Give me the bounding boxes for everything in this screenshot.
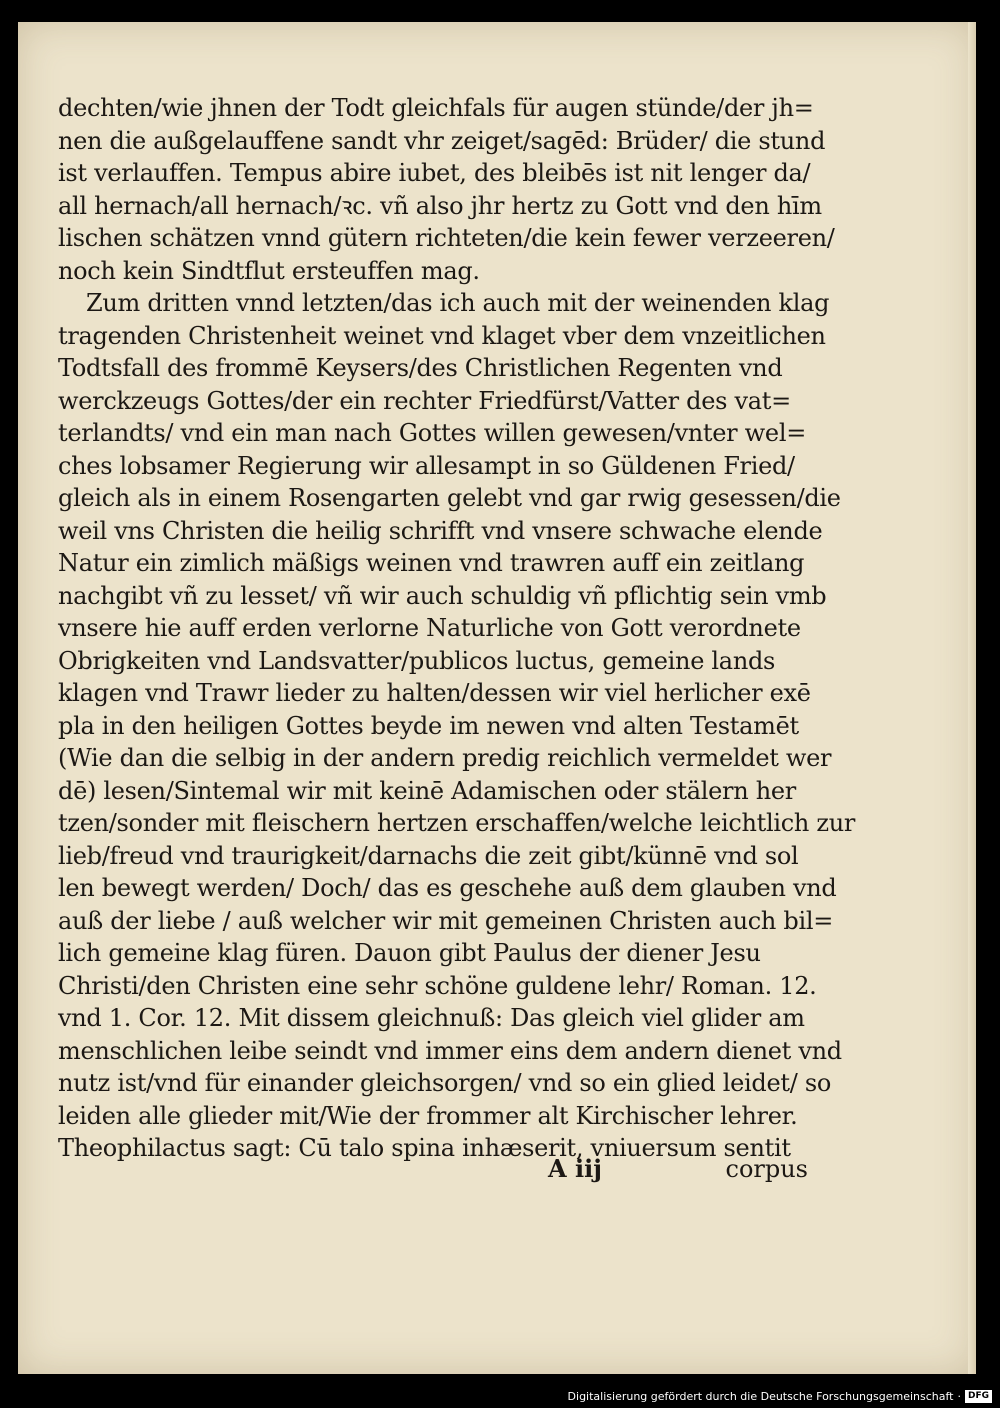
signature-mark: A iij	[548, 1154, 602, 1183]
text-block	[58, 92, 856, 1165]
text-line: dē) lesen/Sintemal wir mit keinē Adamischen oder stälern her	[58, 776, 796, 805]
text-line: Christi/den Christen eine sehr schöne guldene lehr/ Roman. 12.	[58, 971, 817, 1000]
catchword: corpus	[725, 1155, 808, 1183]
text-line: nachgibt vñ zu lesset/ vñ wir auch schuldig vñ pflichtig sein vmb	[58, 581, 827, 610]
text-line: ches lobsamer Regierung wir allesampt in so Güldenen Fried/	[58, 451, 795, 480]
text-line: Natur ein zimlich mäßigs weinen vnd trawren auff ein zeitlang	[58, 549, 805, 577]
text-line: len bewegt werden/ Doch/ das es geschehe auß dem glauben vnd	[58, 874, 837, 902]
text-line: pla in den heiligen Gottes beyde im newen vnd alten Testamēt	[58, 711, 799, 740]
text-line: dechten/wie jhnen der Todt gleichfals für augen stünde/der jh=	[58, 94, 814, 122]
text-line: (Wie dan die selbig in der andern predig reichlich vermeldet wer	[58, 744, 832, 772]
text-line: all hernach/all hernach/ꝛc. vñ also jhr hertz zu Gott vnd den hīm	[58, 191, 822, 220]
text-line: lieb/freud vnd traurigkeit/darnachs die zeit gibt/künnē vnd sol	[58, 841, 799, 870]
page-footer	[58, 1152, 808, 1186]
text-line: leiden alle glieder mit/Wie der frommer alt Kirchischer lehrer.	[58, 1101, 798, 1130]
page-edge	[968, 22, 976, 1374]
text-line: nutz ist/vnd für einander gleichsorgen/ vnd so ein glied leidet/ so	[58, 1069, 831, 1097]
text-line: klagen vnd Trawr lieder zu halten/dessen wir viel herlicher exē	[58, 679, 811, 707]
text-line: nen die außgelauffene sandt vhr zeiget/sagēd: Brüder/ die stund	[58, 126, 826, 155]
text-line: menschlichen leibe seindt vnd immer eins dem andern dienet vnd	[58, 1036, 842, 1065]
text-line: Obrigkeiten vnd Landsvatter/publicos luctus, gemeine lands	[58, 646, 776, 675]
text-line: terlandts/ vnd ein man nach Gottes willen gewesen/vnter wel=	[58, 419, 807, 447]
text-line: lischen schätzen vnnd gütern richteten/die kein fewer verzeeren/	[58, 224, 835, 252]
text-line: Zum dritten vnnd letzten/das ich auch mit der weinenden klag	[86, 289, 830, 317]
text-line: noch kein Sindtflut ersteuffen mag.	[58, 256, 480, 285]
dfg-logo-icon: DFG	[965, 1390, 992, 1403]
text-line: auß der liebe / auß welcher wir mit gemeinen Christen auch bil=	[58, 906, 834, 935]
book-page	[18, 22, 976, 1374]
credit-text: Digitalisierung gefördert durch die Deutsche Forschungsgemeinschaft	[567, 1389, 954, 1403]
funding-credit: Digitalisierung gefördert durch die Deutsche Forschungsgemeinschaft · DFG	[568, 1387, 992, 1405]
text-line: weil vns Christen die heilig schrifft vnd vnsere schwache elende	[58, 516, 823, 545]
text-line: tragenden Christenheit weinet vnd klaget vber dem vnzeitlichen	[58, 321, 826, 350]
text-line: ist verlauffen. Tempus abire iubet, des bleibēs ist nit lenger da/	[58, 159, 811, 187]
text-line: vnd 1. Cor. 12. Mit dissem gleichnuß: Das gleich viel glider am	[58, 1004, 805, 1032]
text-line: tzen/sonder mit fleischern hertzen erschaffen/welche leichtlich zur	[58, 809, 856, 837]
text-line: Todtsfall des frommē Keysers/des Christlichen Regenten vnd	[58, 354, 783, 382]
text-line: gleich als in einem Rosengarten gelebt vnd gar rwig gesessen/die	[58, 484, 841, 512]
text-line: werckzeugs Gottes/der ein rechter Friedfürst/Vatter des vat=	[58, 386, 791, 415]
text-line: vnsere hie auff erden verlorne Naturliche von Gott verordnete	[58, 614, 801, 642]
text-line: lich gemeine klag füren. Dauon gibt Paulus der diener Jesu	[58, 939, 761, 967]
text-line: Theophilactus sagt: Cū talo spina inhæserit, vniuersum sentit	[58, 1134, 791, 1162]
